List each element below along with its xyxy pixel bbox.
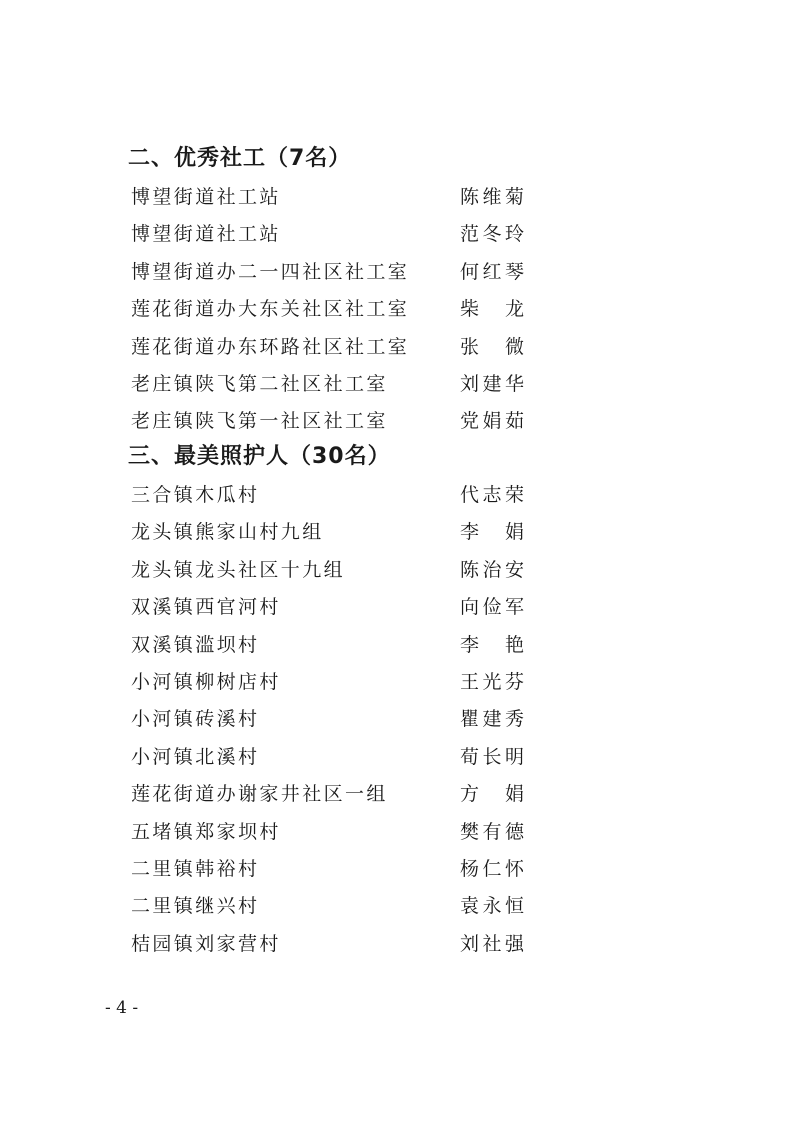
list-item [0, 291, 793, 328]
entry-organization: 小河镇砖溪村 [131, 708, 260, 731]
list-item [0, 851, 793, 888]
entry-organization: 龙头镇熊家山村九组 [131, 521, 324, 544]
entry-organization: 莲花街道办谢家井社区一组 [131, 783, 388, 806]
entry-name: 柴 龙 [460, 298, 524, 321]
list-item [0, 627, 793, 664]
list-item [0, 701, 793, 738]
entry-organization: 小河镇北溪村 [131, 745, 260, 768]
entry-name: 袁永恒 [460, 895, 524, 918]
list-item [0, 216, 793, 253]
entry-organization: 五堵镇郑家坝村 [131, 820, 281, 843]
entry-name: 刘社强 [460, 932, 524, 955]
entry-name: 陈维菊 [460, 186, 524, 208]
entry-name: 李 娟 [460, 521, 524, 544]
list-item [0, 329, 793, 366]
list-item [0, 589, 793, 626]
page-number: - 4 - [105, 998, 139, 1018]
entry-name: 陈治安 [460, 558, 524, 581]
list-item [0, 664, 793, 701]
list-item [0, 477, 793, 514]
entry-organization: 老庄镇陕飞第一社区社工室 [131, 410, 388, 433]
entry-name: 刘建华 [460, 372, 524, 395]
entry-name: 王光芬 [460, 670, 524, 693]
entry-organization: 双溪镇西官河村 [131, 596, 281, 619]
outstanding-social-workers-list [0, 179, 793, 441]
entry-name: 荀长明 [460, 745, 524, 768]
list-item [0, 254, 793, 291]
entry-name: 张 微 [460, 335, 524, 358]
entry-name: 向俭军 [460, 596, 524, 619]
list-item [0, 179, 793, 216]
entry-organization: 博望街道社工站 [131, 186, 281, 208]
entry-organization: 双溪镇滥坝村 [131, 633, 260, 656]
best-caregivers-list [0, 477, 793, 963]
entry-organization: 三合镇木瓜村 [131, 484, 260, 506]
section-heading-outstanding-social-workers: 二、优秀社工（7名） [128, 146, 352, 171]
list-item [0, 552, 793, 589]
entry-name: 方 娟 [460, 783, 524, 806]
entry-name: 何红琴 [460, 260, 524, 283]
entry-organization: 二里镇韩裕村 [131, 857, 260, 880]
entry-name: 瞿建秀 [460, 708, 524, 731]
entry-organization: 莲花街道办东环路社区社工室 [131, 335, 410, 358]
list-item [0, 514, 793, 551]
entry-organization: 博望街道社工站 [131, 223, 281, 246]
entry-name: 代志荣 [460, 484, 524, 506]
list-item [0, 888, 793, 925]
entry-organization: 龙头镇龙头社区十九组 [131, 558, 346, 581]
entry-organization: 博望街道办二一四社区社工室 [131, 260, 410, 283]
entry-name: 范冬玲 [460, 223, 524, 246]
section-heading-best-caregivers: 三、最美照护人（30名） [128, 444, 391, 469]
entry-organization: 老庄镇陕飞第二社区社工室 [131, 372, 388, 395]
list-item [0, 366, 793, 403]
list-item [0, 814, 793, 851]
list-item [0, 926, 793, 963]
entry-name: 李 艳 [460, 633, 524, 656]
entry-organization: 桔园镇刘家营村 [131, 932, 281, 955]
entry-name: 樊有德 [460, 820, 524, 843]
entry-organization: 小河镇柳树店村 [131, 670, 281, 693]
list-item [0, 739, 793, 776]
list-item [0, 776, 793, 813]
entry-name: 党娟茹 [460, 410, 524, 433]
list-item [0, 403, 793, 440]
entry-name: 杨仁怀 [460, 857, 524, 880]
entry-organization: 二里镇继兴村 [131, 895, 260, 918]
entry-organization: 莲花街道办大东关社区社工室 [131, 298, 410, 321]
